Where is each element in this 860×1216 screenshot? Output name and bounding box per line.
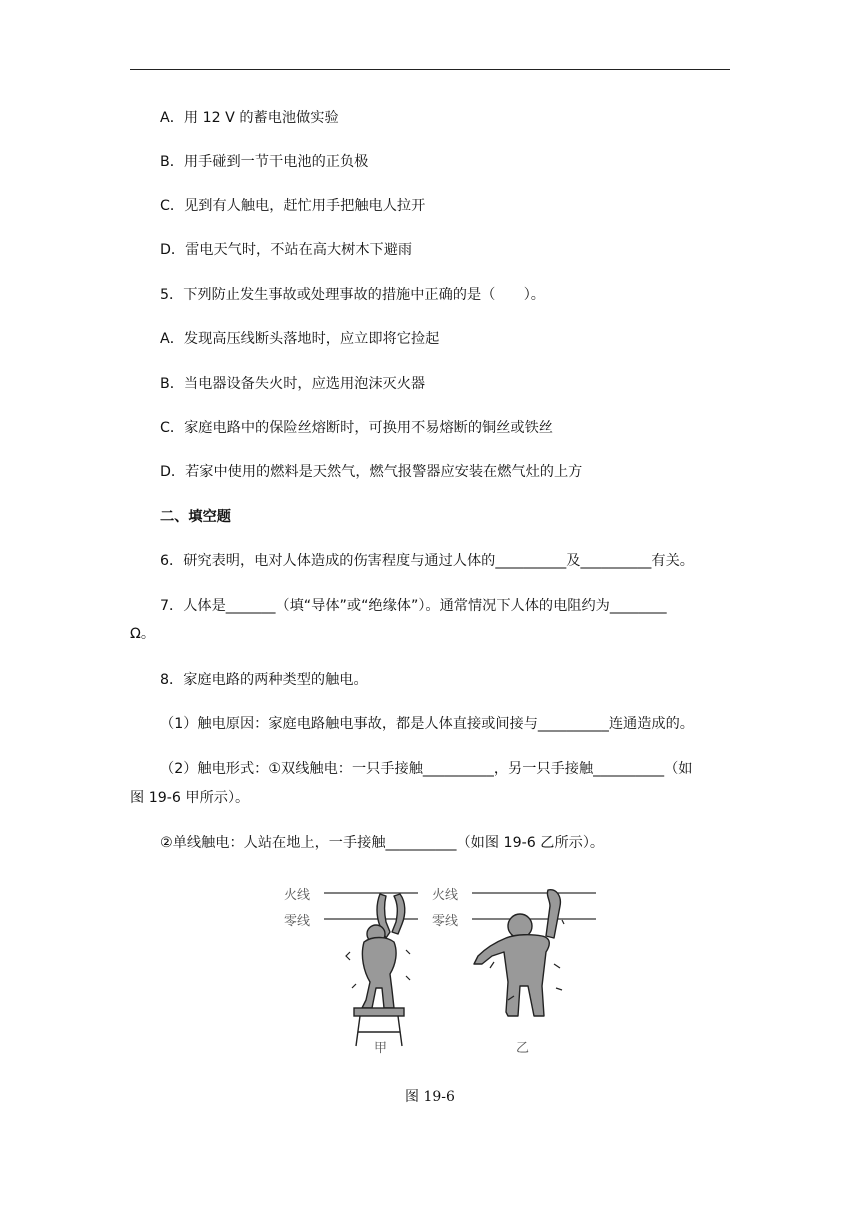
header-rule [130,69,730,70]
q8-part-1: （1）触电原因：家庭电路触电事故，都是人体直接或间接与__________连通造成的。 [160,716,694,732]
q5-option-d: D．若家中使用的燃料是天然气，燃气报警器应安装在燃气灶的上方 [160,464,583,480]
q5-option-b: B．当电器设备失火时，应选用泡沫灭火器 [160,376,426,392]
left-neutral-wire-label: 零线 [284,914,311,929]
option-a-line: A．用 12 V 的蓄电池做实验 [160,110,339,126]
q5-option-c: C．家庭电路中的保险丝熔断时，可换用不易熔断的铜丝或铁丝 [160,420,553,436]
figure-caption: 图 19-6 [405,1089,455,1105]
section-heading: 二、填空题 [160,509,231,525]
left-person-on-stool [362,894,405,1008]
question-7-continued: Ω。 [130,626,156,642]
question-7: 7．人体是_______（填“导体”或“绝缘体”）。通常情况下人体的电阻约为________ [160,598,667,614]
question-5: 5．下列防止发生事故或处理事故的措施中正确的是（ ）。 [160,287,545,303]
question-6: 6．研究表明，电对人体造成的伤害程度与通过人体的__________及__________有关。 [160,553,694,569]
question-8: 8．家庭电路的两种类型的触电。 [160,672,368,688]
right-live-wire-label: 火线 [432,888,459,903]
right-figure-label: 乙 [516,1041,530,1056]
option-b-line: B．用手碰到一节干电池的正负极 [160,154,369,170]
electric-shock-figure [280,876,600,1056]
option-d-line: D．雷电天气时，不站在高大树木下避雨 [160,242,413,258]
option-c-line: C．见到有人触电，赶忙用手把触电人拉开 [160,198,426,214]
q8-part-2-continued: 图 19-6 甲所示）。 [130,790,250,806]
q8-part-2: （2）触电形式：①双线触电：一只手接触__________，另一只手接触__________（如 [160,761,693,777]
right-person-on-ground [474,890,560,1016]
left-figure-label: 甲 [374,1041,388,1056]
q5-option-a: A．发现高压线断头落地时，应立即将它捡起 [160,331,440,347]
right-neutral-wire-label: 零线 [432,914,459,929]
left-live-wire-label: 火线 [284,888,311,903]
q8-part-2-single: ②单线触电：人站在地上，一手接触__________（如图 19-6 乙所示）。 [160,835,605,851]
